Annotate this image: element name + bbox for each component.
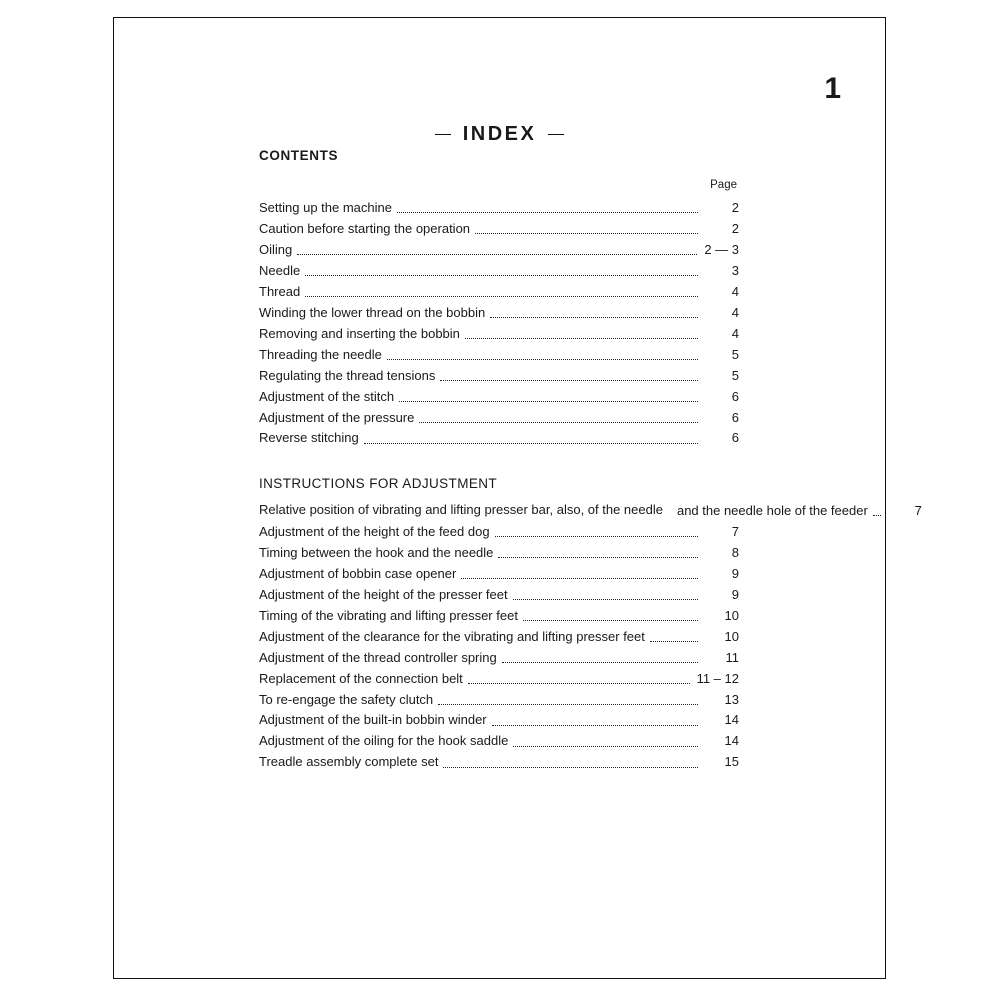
list-item[interactable] [259,325,739,343]
entry-title: Adjustment of the height of the presser feet [259,586,508,602]
list-item[interactable] [259,544,739,562]
entry-page: 10 [724,607,739,623]
list-item[interactable] [259,346,739,364]
page-number: 1 [824,72,841,105]
entry-title: Regulating the thread tensions [259,367,436,383]
leader-dots [492,725,698,726]
entry-title: Needle [259,262,301,278]
entry-page: 10 [724,628,739,644]
entry-page: 4 [731,283,739,299]
list-item[interactable] [259,753,739,771]
leader-dots [495,536,698,537]
entry-title: Winding the lower thread on the bobbin [259,304,486,320]
leader-dots [440,380,698,381]
list-item[interactable] [259,649,739,667]
list-item[interactable] [259,367,739,385]
entry-page: 7 [914,502,922,518]
leader-dots [305,296,698,297]
leader-dots [468,683,690,684]
entry-title: Reverse stitching [259,430,359,446]
entry-title: Adjustment of the clearance for the vibrating and lifting presser feet [259,628,645,644]
leader-dots [387,359,698,360]
entry-title: Timing between the hook and the needle [259,544,494,560]
leader-dots [461,578,698,579]
entry-page: 6 [731,388,739,404]
entry-page: 7 [731,523,739,539]
list-item[interactable] [259,628,739,646]
entry-page: 2 [731,220,739,236]
list-item[interactable] [259,220,739,238]
contents-heading: CONTENTS [259,148,339,163]
list-item[interactable] [259,711,739,729]
list-item[interactable] [259,607,739,625]
leader-dots [873,515,881,516]
entry-page: 9 [731,565,739,581]
entry-title: Adjustment of the pressure [259,409,415,425]
entry-title: Threading the needle [259,346,382,362]
list-item[interactable] [259,409,739,427]
entry-title: Removing and inserting the bobbin [259,325,460,341]
entry-title: Thread [259,283,301,299]
entry-title: Oiling [259,241,293,257]
entry-title: Setting up the machine [259,200,392,215]
page-column-label: Page [710,179,737,191]
entry-title: Adjustment of the height of the feed dog [259,523,490,539]
entry-title: Adjustment of the oiling for the hook saddle [259,733,509,749]
leader-dots [465,338,698,339]
entry-title: Adjustment of the thread controller spring [259,649,497,665]
contents-list [259,199,739,448]
leader-dots [650,641,698,642]
list-item[interactable] [259,565,739,583]
leader-dots [364,443,698,444]
list-item[interactable] [259,732,739,750]
entry-page: 14 [724,733,739,749]
entry-page: 13 [724,691,739,707]
entry-page: 4 [731,325,739,341]
list-item[interactable] [259,241,739,259]
entry-page: 11 [725,649,739,665]
entry-title-line2: and the needle hole of the feeder [676,502,868,518]
list-item[interactable] [259,199,739,217]
leader-dots [502,662,698,663]
entry-page: 8 [731,544,739,560]
entry-title: Replacement of the connection belt [259,670,463,686]
list-item[interactable] [259,283,739,301]
dash-left-icon [435,134,451,136]
leader-dots [399,401,698,402]
entry-title: Adjustment of the stitch [259,388,395,404]
toc-column [259,148,922,774]
leader-dots [513,746,698,747]
list-item[interactable] [259,501,922,520]
list-item[interactable] [259,429,739,447]
leader-dots [438,704,698,705]
leader-dots [305,275,698,276]
leader-dots [443,767,698,768]
entry-title: To re-engage the safety clutch [259,691,434,707]
entry-page: 6 [731,430,739,446]
entry-page: 14 [724,712,739,728]
leader-dots [297,254,697,255]
entry-title: Treadle assembly complete set [259,754,439,770]
instructions-list [259,501,922,772]
leader-dots [397,212,698,213]
dash-right-icon [548,134,564,136]
list-item[interactable] [259,523,739,541]
list-item[interactable] [259,304,739,322]
leader-dots [490,317,698,318]
entry-page: 3 [731,262,739,278]
entry-page: 9 [731,586,739,602]
entry-page: 4 [731,304,739,320]
page-border-frame [113,17,922,979]
list-item[interactable] [259,691,739,709]
list-item[interactable] [259,262,739,280]
list-item[interactable] [259,388,739,406]
entry-title: Adjustment of the built-in bobbin winder [259,712,487,728]
entry-page: 2 — 3 [704,241,739,257]
leader-dots [523,620,698,621]
index-title-row [114,123,885,146]
instructions-heading: INSTRUCTIONS FOR ADJUSTMENT [259,475,498,491]
entry-page: 5 [731,346,739,362]
entry-title-line1: Relative position of vibrating and lifting presser bar, also, of the needle [259,501,663,517]
leader-dots [475,233,698,234]
leader-dots [513,599,698,600]
entry-page: 6 [731,409,739,425]
entry-page: 2 [731,200,739,215]
index-heading: INDEX [462,123,537,145]
entry-title: Adjustment of bobbin case opener [259,565,457,581]
entry-title-line2-row [663,502,922,520]
entry-title: Timing of the vibrating and lifting presser feet [259,607,518,623]
list-item[interactable] [259,586,739,604]
entry-page: 5 [731,367,739,383]
leader-dots [498,557,698,558]
leader-dots [419,422,698,423]
entry-page: 15 [724,754,739,770]
list-item[interactable] [259,670,739,688]
entry-page: 11 – 12 [696,670,739,686]
entry-title: Caution before starting the operation [259,220,471,236]
